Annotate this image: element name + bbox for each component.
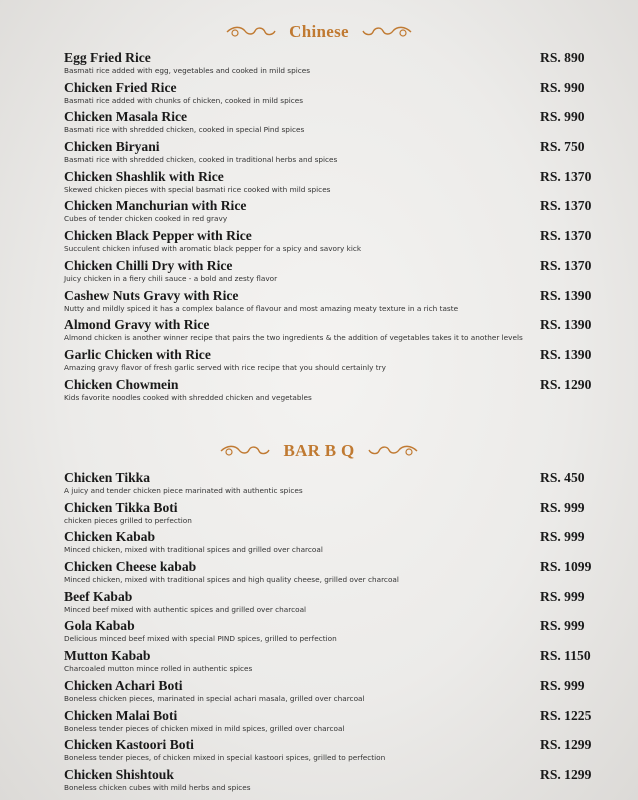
item-price: RS. 1150 xyxy=(540,648,591,664)
item-description: Nutty and mildly spiced it has a complex balance of flavour and most amazing meaty texture in a rich taste xyxy=(64,303,459,313)
flourish-right-icon xyxy=(367,444,419,458)
section-header-bar-b-q xyxy=(0,441,638,461)
item-description: Skewed chicken pieces with special basmati rice cooked with mild spices xyxy=(64,184,331,194)
menu-item-chicken-tikka xyxy=(64,470,599,500)
item-name: Chicken Shashlik with Rice xyxy=(64,168,224,184)
item-description: Boneless chicken pieces, marinated in special achari masala, grilled over charcoal xyxy=(64,693,365,703)
flourish-right-icon xyxy=(361,25,413,39)
item-description: Basmati rice added with chunks of chicken, cooked in mild spices xyxy=(64,95,304,105)
item-name: Chicken Chowmein xyxy=(64,376,179,392)
item-description: Minced chicken, mixed with traditional spices and grilled over charcoal xyxy=(64,545,323,555)
item-name: Chicken Kabab xyxy=(64,529,156,545)
item-price: RS. 1299 xyxy=(540,737,592,753)
item-name: Garlic Chicken with Rice xyxy=(64,346,211,362)
item-name: Beef Kabab xyxy=(64,588,133,604)
menu-item-chicken-kastoori-boti xyxy=(64,737,599,767)
item-price: RS. 1299 xyxy=(540,766,592,782)
item-description: Succulent chicken infused with aromatic black pepper for a spicy and savory kick xyxy=(64,244,362,254)
item-name: Cashew Nuts Gravy with Rice xyxy=(64,287,239,303)
item-name: Gola Kabab xyxy=(64,618,135,634)
item-name: Chicken Manchurian with Rice xyxy=(64,198,247,214)
menu-item-gola-kabab xyxy=(64,618,599,648)
item-description: Amazing gravy flavor of fresh garlic served with rice recipe that you should certainly try xyxy=(64,362,386,372)
item-price: RS. 990 xyxy=(540,109,585,125)
item-description: Minced beef mixed with authentic spices and grilled over charcoal xyxy=(64,604,307,614)
item-description: Kids favorite noodles cooked with shredded chicken and vegetables xyxy=(64,392,312,402)
menu-item-chicken-fried-rice xyxy=(64,80,599,110)
item-name: Chicken Cheese kabab xyxy=(64,559,197,575)
menu-item-chicken-black-pepper xyxy=(64,228,599,258)
menu-item-chicken-chilli-dry xyxy=(64,258,599,288)
chinese-items-list xyxy=(64,50,599,406)
item-price: RS. 999 xyxy=(540,588,585,604)
item-price: RS. 990 xyxy=(540,79,585,95)
menu-item-almond-gravy xyxy=(64,317,599,347)
item-description: Basmati rice with shredded chicken, cooked in traditional herbs and spices xyxy=(64,155,338,165)
item-description: Minced chicken, mixed with traditional spices and high quality cheese, grilled over charcoal xyxy=(64,575,399,585)
item-description: chicken pieces grilled to perfection xyxy=(64,515,192,525)
item-name: Almond Gravy with Rice xyxy=(64,317,210,333)
item-description: Delicious minced beef mixed with special PIND spices, grilled to perfection xyxy=(64,634,337,644)
item-description: Boneless chicken cubes with mild herbs and spices xyxy=(64,782,251,792)
item-price: RS. 1370 xyxy=(540,257,592,273)
item-price: RS. 1099 xyxy=(540,559,592,575)
menu-item-chicken-masala-rice xyxy=(64,109,599,139)
item-name: Chicken Chilli Dry with Rice xyxy=(64,257,233,273)
item-price: RS. 1370 xyxy=(540,228,592,244)
item-name: Mutton Kabab xyxy=(64,648,151,664)
item-name: Chicken Achari Boti xyxy=(64,677,183,693)
item-description: Cubes of tender chicken cooked in red gravy xyxy=(64,214,228,224)
item-name: Chicken Fried Rice xyxy=(64,79,177,95)
item-price: RS. 999 xyxy=(540,677,585,693)
item-price: RS. 1390 xyxy=(540,317,592,333)
item-price: RS. 999 xyxy=(540,529,585,545)
menu-item-cashew-nuts-gravy xyxy=(64,288,599,318)
item-name: Chicken Tikka xyxy=(64,470,151,485)
menu-item-chicken-chowmein xyxy=(64,377,599,407)
item-description: A juicy and tender chicken piece marinated with authentic spices xyxy=(64,486,303,495)
item-name: Chicken Shishtouk xyxy=(64,766,174,782)
item-price: RS. 1225 xyxy=(540,707,592,723)
item-price: RS. 999 xyxy=(540,618,585,634)
item-price: RS. 890 xyxy=(540,50,585,65)
item-price: RS. 1370 xyxy=(540,198,592,214)
item-price: RS. 450 xyxy=(540,470,585,485)
item-price: RS. 999 xyxy=(540,499,585,515)
menu-item-chicken-tikka-boti xyxy=(64,500,599,530)
menu-item-chicken-shashlik xyxy=(64,169,599,199)
item-name: Chicken Tikka Boti xyxy=(64,499,178,515)
menu-item-mutton-kabab xyxy=(64,648,599,678)
flourish-left-icon xyxy=(219,444,271,458)
bbq-items-list xyxy=(64,470,599,797)
item-description: Basmati rice added with egg, vegetables and cooked in mild spices xyxy=(64,66,311,75)
menu-item-chicken-achari-boti xyxy=(64,678,599,708)
menu-item-chicken-manchurian xyxy=(64,198,599,228)
menu-item-chicken-cheese-kabab xyxy=(64,559,599,589)
item-name: Chicken Masala Rice xyxy=(64,109,188,125)
menu-item-chicken-malai-boti xyxy=(64,708,599,738)
item-name: Chicken Black Pepper with Rice xyxy=(64,228,252,244)
item-price: RS. 750 xyxy=(540,139,585,155)
item-name: Egg Fried Rice xyxy=(64,50,151,65)
menu-item-garlic-chicken xyxy=(64,347,599,377)
item-price: RS. 1390 xyxy=(540,346,592,362)
item-description: Juicy chicken in a fiery chili sauce - a bold and zesty flavor xyxy=(64,273,278,283)
item-description: Boneless tender pieces of chicken mixed in mild spices, grilled over charcoal xyxy=(64,723,345,733)
item-price: RS. 1290 xyxy=(540,376,592,392)
menu-item-beef-kabab xyxy=(64,589,599,619)
flourish-left-icon xyxy=(225,25,277,39)
item-description: Almond chicken is another winner recipe that pairs the two ingredients & the addition of vegetables takes it to another levels xyxy=(64,333,523,343)
item-name: Chicken Biryani xyxy=(64,139,160,155)
item-description: Boneless tender pieces, of chicken mixed in special kastoori spices, grilled to perfection xyxy=(64,753,386,763)
section-title: BAR B Q xyxy=(283,441,355,460)
item-name: Chicken Kastoori Boti xyxy=(64,737,194,753)
item-description: Charcoaled mutton mince rolled in authentic spices xyxy=(64,664,253,674)
menu-item-egg-fried-rice xyxy=(64,50,599,80)
menu-item-chicken-kabab xyxy=(64,529,599,559)
item-price: RS. 1370 xyxy=(540,168,592,184)
section-header-chinese xyxy=(0,22,638,42)
menu-item-chicken-shishtouk xyxy=(64,767,599,797)
menu-item-chicken-biryani xyxy=(64,139,599,169)
item-name: Chicken Malai Boti xyxy=(64,707,178,723)
item-price: RS. 1390 xyxy=(540,287,592,303)
item-description: Basmati rice with shredded chicken, cooked in special Pind spices xyxy=(64,125,305,135)
section-title: Chinese xyxy=(289,22,349,41)
